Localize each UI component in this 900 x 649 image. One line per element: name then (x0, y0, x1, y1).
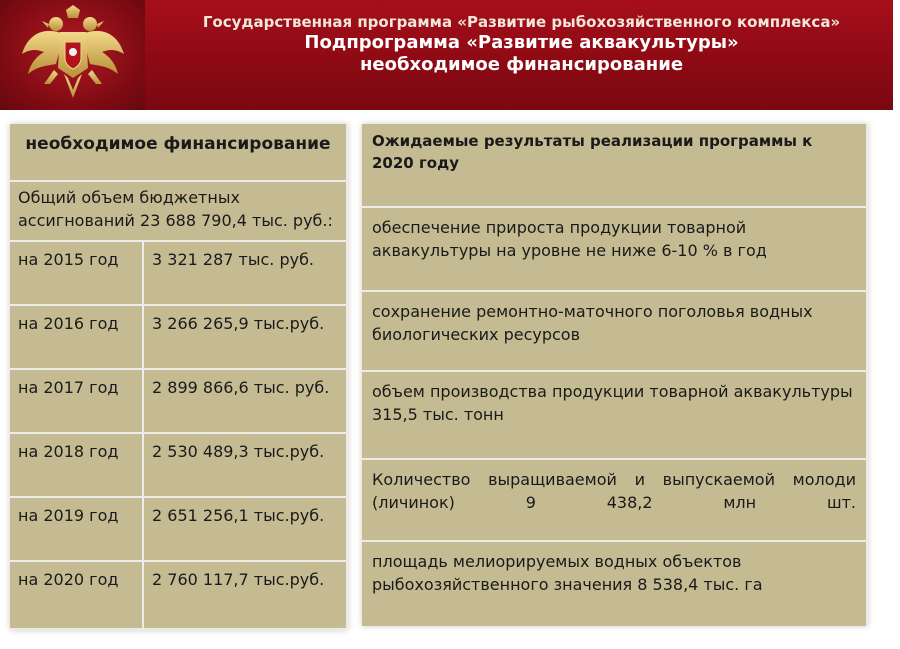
expected-results-title: Ожидаемые результаты реализации программы к 2020 году (362, 124, 868, 208)
result-item: объем производства продукции товарной аквакультуры 315,5 тыс. тонн (362, 372, 868, 460)
header-text (150, 12, 893, 76)
year-label: на 2019 год (10, 498, 144, 562)
coat-of-arms-emblem (0, 0, 145, 110)
double-headed-eagle-icon (14, 4, 132, 108)
financing-table-title: необходимое финансирование (10, 124, 348, 182)
year-label: на 2015 год (10, 242, 144, 306)
result-item: Количество выращиваемой и выпускаемой молоди (личинок) 9 438,2 млн шт. (362, 460, 868, 542)
year-amount: 2 651 256,1 тыс.руб. (144, 498, 348, 562)
result-item: обеспечение прироста продукции товарной аквакультуры на уровне не ниже 6-10 % в год (362, 208, 868, 292)
year-label: на 2020 год (10, 562, 144, 630)
year-amount: 3 266 265,9 тыс.руб. (144, 306, 348, 370)
year-label: на 2018 год (10, 434, 144, 498)
year-label: на 2017 год (10, 370, 144, 434)
result-item: сохранение ремонтно-маточного поголовья водных биологических ресурсов (362, 292, 868, 372)
year-amount: 2 899 866,6 тыс. руб. (144, 370, 348, 434)
year-amount: 2 530 489,3 тыс.руб. (144, 434, 348, 498)
total-allocation: Общий объем бюджетных ассигнований 23 688 790,4 тыс. руб.: (10, 182, 348, 242)
financing-table (10, 124, 348, 630)
year-amount: 3 321 287 тыс. руб. (144, 242, 348, 306)
expected-results-table (362, 124, 868, 626)
subprogram-title: Подпрограмма «Развитие аквакультуры» (304, 32, 739, 53)
header-banner (0, 0, 893, 110)
slide-subtitle: необходимое финансирование (359, 54, 684, 75)
year-amount: 2 760 117,7 тыс.руб. (144, 562, 348, 630)
year-label: на 2016 год (10, 306, 144, 370)
result-item: площадь мелиорируемых водных объектов рыбохозяйственного значения 8 538,4 тыс. га (362, 542, 868, 626)
program-title: Государственная программа «Развитие рыбохозяйственного комплекса» (202, 13, 841, 31)
